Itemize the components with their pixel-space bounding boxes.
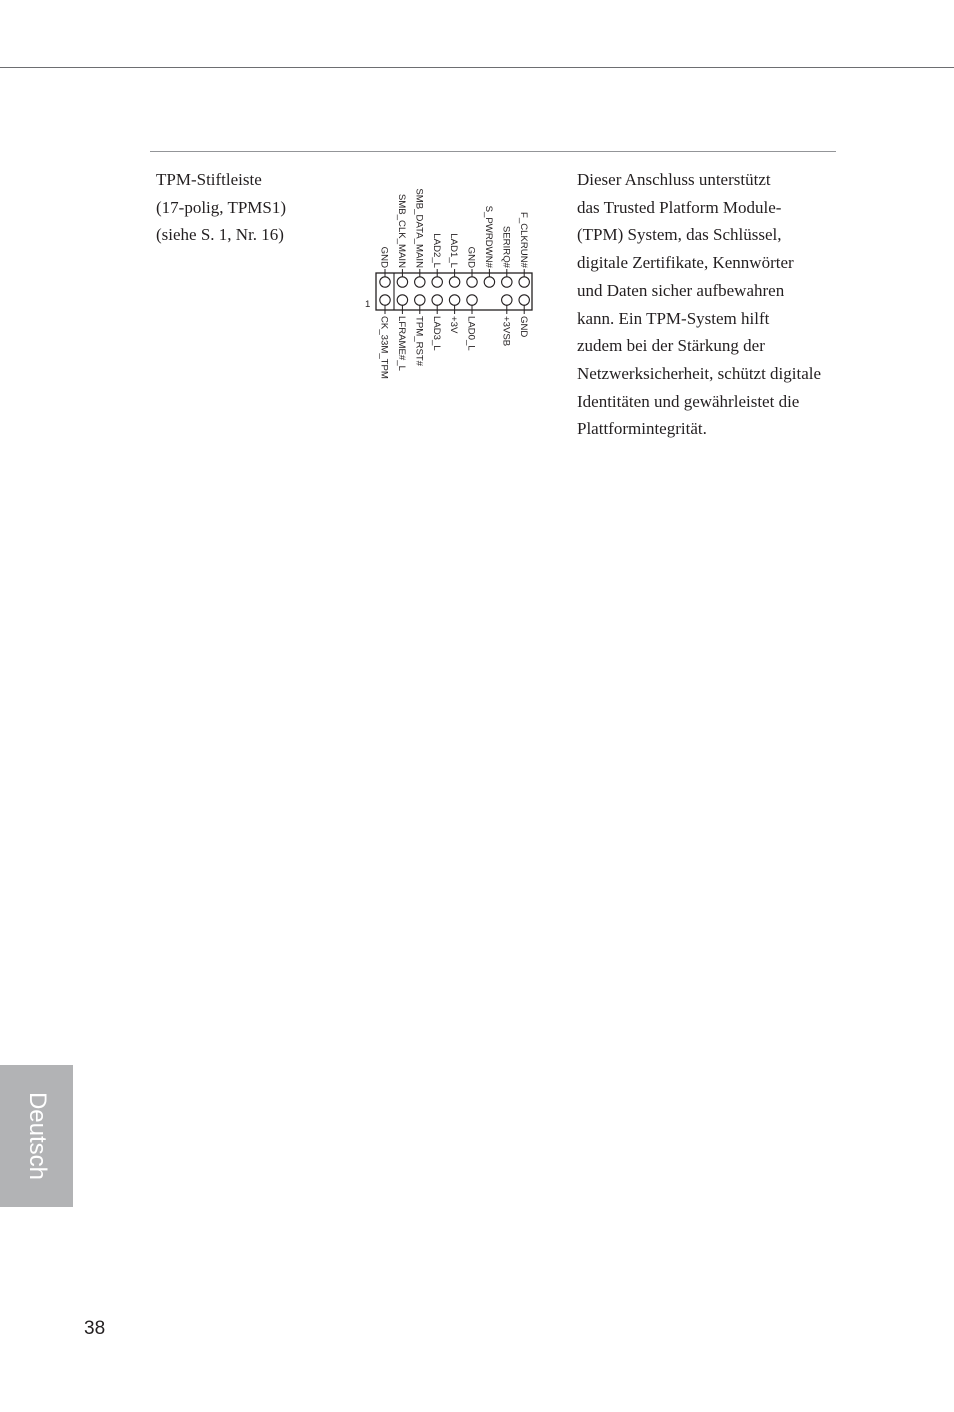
pin-bottom (397, 295, 407, 305)
pin-label-top: S_PWRDWN# (483, 205, 494, 268)
title-line: (17-polig, TPMS1) (156, 197, 287, 217)
pin-label-top: LAD1_L (448, 233, 460, 268)
pin-bottom (449, 295, 459, 305)
pin-bottom (415, 295, 425, 305)
pin-top (397, 277, 407, 287)
pin-label-bottom: TPM_RST# (413, 316, 425, 367)
pin-label-bottom: LAD3_L (430, 316, 442, 351)
pin-label-bottom: +3V (448, 316, 460, 334)
pin-bottom (432, 295, 442, 305)
language-tab (0, 1065, 73, 1207)
description-line: (TPM) System, das Schlüssel, (577, 225, 782, 245)
connector-title (156, 166, 356, 249)
description-line: das Trusted Platform Module- (577, 197, 782, 217)
pin-top (519, 277, 529, 287)
pin-label-top: SMB_DATA_MAIN (413, 188, 425, 268)
description-line: Netzwerksicherheit, schützt digitale (577, 363, 822, 383)
pin1-marker: 1 (365, 299, 371, 310)
header-rule (0, 67, 954, 68)
description-line: Identitäten und gewährleistet die (577, 391, 800, 411)
page-number: 38 (84, 1318, 106, 1339)
pin-top (449, 277, 459, 287)
pin-top (432, 277, 442, 287)
pin-bottom (467, 295, 477, 305)
pin-label-bottom: GND (517, 316, 529, 338)
pin-top (415, 277, 425, 287)
pin-label-bottom: +3VSB (500, 316, 512, 347)
title-line: TPM-Stiftleiste (156, 170, 262, 189)
pin-label-bottom: LAD0_L (465, 316, 477, 351)
pin-bottom (502, 295, 512, 305)
pin-label-top: LAD2_L (430, 233, 442, 268)
pin-label-top: SERIRQ# (500, 225, 512, 268)
pin-top (484, 277, 494, 287)
pin-bottom (380, 295, 390, 305)
pin-label-top: GND (378, 246, 390, 268)
title-line: (siehe S. 1, Nr. 16) (156, 225, 284, 245)
pin-label-bottom: LFRAME#_L (396, 316, 407, 371)
description-line: digitale Zertifikate, Kennwörter (577, 253, 794, 273)
pin-label-top: F_CLKRUN# (517, 212, 529, 268)
pin-label-bottom: CK_33M_TPM (378, 316, 390, 379)
description-line: Dieser Anschluss unterstützt (577, 170, 771, 189)
connector-description (577, 166, 839, 443)
description-line: kann. Ein TPM-System hilft (577, 308, 770, 328)
pin-bottom (519, 295, 529, 305)
language-tab-label: Deutsch (23, 1091, 51, 1181)
pin-top (380, 277, 390, 287)
tpm-pinout-svg (355, 172, 545, 392)
pin-label-top: SMB_CLK_MAIN (396, 193, 407, 268)
description-line: und Daten sicher aufbewahren (577, 280, 785, 300)
pin-top (502, 277, 512, 287)
pin-label-top: GND (465, 246, 477, 268)
tpm-header-diagram (355, 172, 545, 392)
section-rule (150, 151, 836, 152)
pin-top (467, 277, 477, 287)
description-line: Plattformintegrität. (577, 419, 707, 439)
description-line: zudem bei der Stärkung der (577, 336, 765, 356)
